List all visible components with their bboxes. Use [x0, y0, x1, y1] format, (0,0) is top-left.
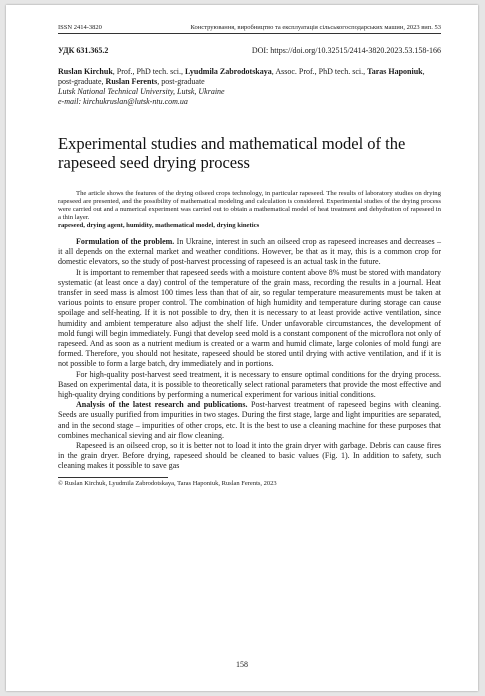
copyright-footnote: © Ruslan Kirchuk, Lyudmila Zabrodotskaya, Taras Haponiuk, Ruslan Ferents, 2023 — [58, 479, 277, 487]
paragraph: It is important to remember that rapeseed seeds with a moisture content above 8% must be stored with mandatory systematic (at least once a day) control of the temperature of the grain mass, recording the results in a journal. Heat transfer in seed mass is almost 100 times less than that of air, so regular temperature measurements must be taken at various points to ensure proper control. The combination of high humidity and temperature during storage can cause spoilage and self-heating. If it is not possible to dry, then it is necessary to at least provide active ventilation, since humidity and ambient temperature also adjust the shelf life. Under unfavorable circumstances, the development of mold fungi will begin immediately. Fungi that develop seed mold is a constant component of the microflora not only of rapeseed. And as soon as a nutrient medium is created or a warm and humid climate, large colonies of mold fungi are formed. Therefore, you should not hesitate, rapeseed should be stored until drying with active ventilation, and if it is not possible to form a large batch, dry immediately and in portions. — [58, 267, 441, 369]
document-page — [6, 5, 478, 691]
author-name: Ruslan Ferents — [105, 77, 158, 86]
paragraph — [58, 237, 441, 268]
author-name: Taras Haponiuk — [367, 67, 423, 76]
udk-code: УДК 631.365.2 — [58, 46, 109, 55]
section-heading: Formulation of the problem. — [76, 237, 175, 246]
page-content — [58, 24, 441, 487]
author-title: , Prof., PhD tech. sci., — [112, 67, 185, 76]
body-text — [58, 237, 441, 472]
author-title: , post-graduate, — [58, 67, 425, 86]
paragraph-text: Post-harvest treatment of rapeseed begins with cleaning. Seeds are usually purified from impurities in two stages. During the first stage, large and light impurities are separated, and in the second stage – impurities of other crops, etc. It is the best to use a cleaning machine for these purposes that combines mechanical sieving and air flow cleaning. — [58, 400, 441, 440]
page-number: 158 — [236, 660, 248, 669]
author-name: Ruslan Kirchuk — [58, 67, 113, 76]
author-title: , post-graduate — [157, 77, 205, 86]
author-name: Lyudmila Zabrodotskaya — [184, 67, 272, 76]
email[interactable]: e-mail: kirchukruslan@lutsk-ntu.com.ua — [58, 97, 188, 106]
section-heading: Analysis of the latest research and publications. — [76, 400, 248, 410]
affiliation: Lutsk National Technical University, Lutsk, Ukraine — [58, 87, 225, 96]
abstract: The article shows the features of the drying oilseed crops technology, in particular rapeseed. The results of laboratory studies on drying rapeseed are presented, and the possibility of mathematical modeling and calculation is considered. Experimental studies of the drying process were carried out and a numerical experiment was carried out to obtain a mathematical model of heat treatment and dehydration of rapeseed in a thin layer. — [58, 190, 441, 221]
journal-title: Конструювання, виробництво та експлуатація сільськогосподарських машин, 2023 вип. 53 — [190, 24, 441, 31]
issn: ISSN 2414-3820 — [58, 24, 102, 31]
paragraph — [58, 400, 441, 441]
running-header — [58, 24, 441, 34]
paragraph-text: In Ukraine, interest in such an oilseed crop as rapeseed increases and decreases – it all depends on the external market and weather conditions. However, be that as it may, this is a common crop for domestic elevators, so the study of post-harvest processing of rapeseed is an actual task in the future. — [58, 237, 441, 267]
meta-line — [58, 46, 441, 55]
paragraph: Rapeseed is an oilseed crop, so it is better not to load it into the grain dryer with garbage. Debris can cause fires in the grain dryer. Before drying, rapeseed should be cleaned to basic values (Fig. 1). In addition to safety, such cleaning makes it possible to save gas — [58, 441, 441, 471]
authors-block — [58, 67, 441, 87]
paragraph: For high-quality post-harvest seed treatment, it is necessary to ensure optimal conditions for the drying process. Based on experimental data, it is possible to theoretically select rational parameters that provide the most effective and high-quality drying conditions by performing a numerical experiment for various initial conditions. — [58, 369, 441, 400]
doi-link[interactable]: DOI: https://doi.org/10.32515/2414-3820.2023.53.158-166 — [251, 46, 441, 55]
author-title: , Assoc. Prof., PhD tech. sci., — [271, 67, 368, 76]
footnote-divider — [58, 477, 168, 478]
keywords: rapeseed, drying agent, humidity, mathematical model, drying kinetics — [58, 222, 260, 229]
paper-title: Experimental studies and mathematical model of the rapeseed seed drying process — [58, 134, 406, 172]
